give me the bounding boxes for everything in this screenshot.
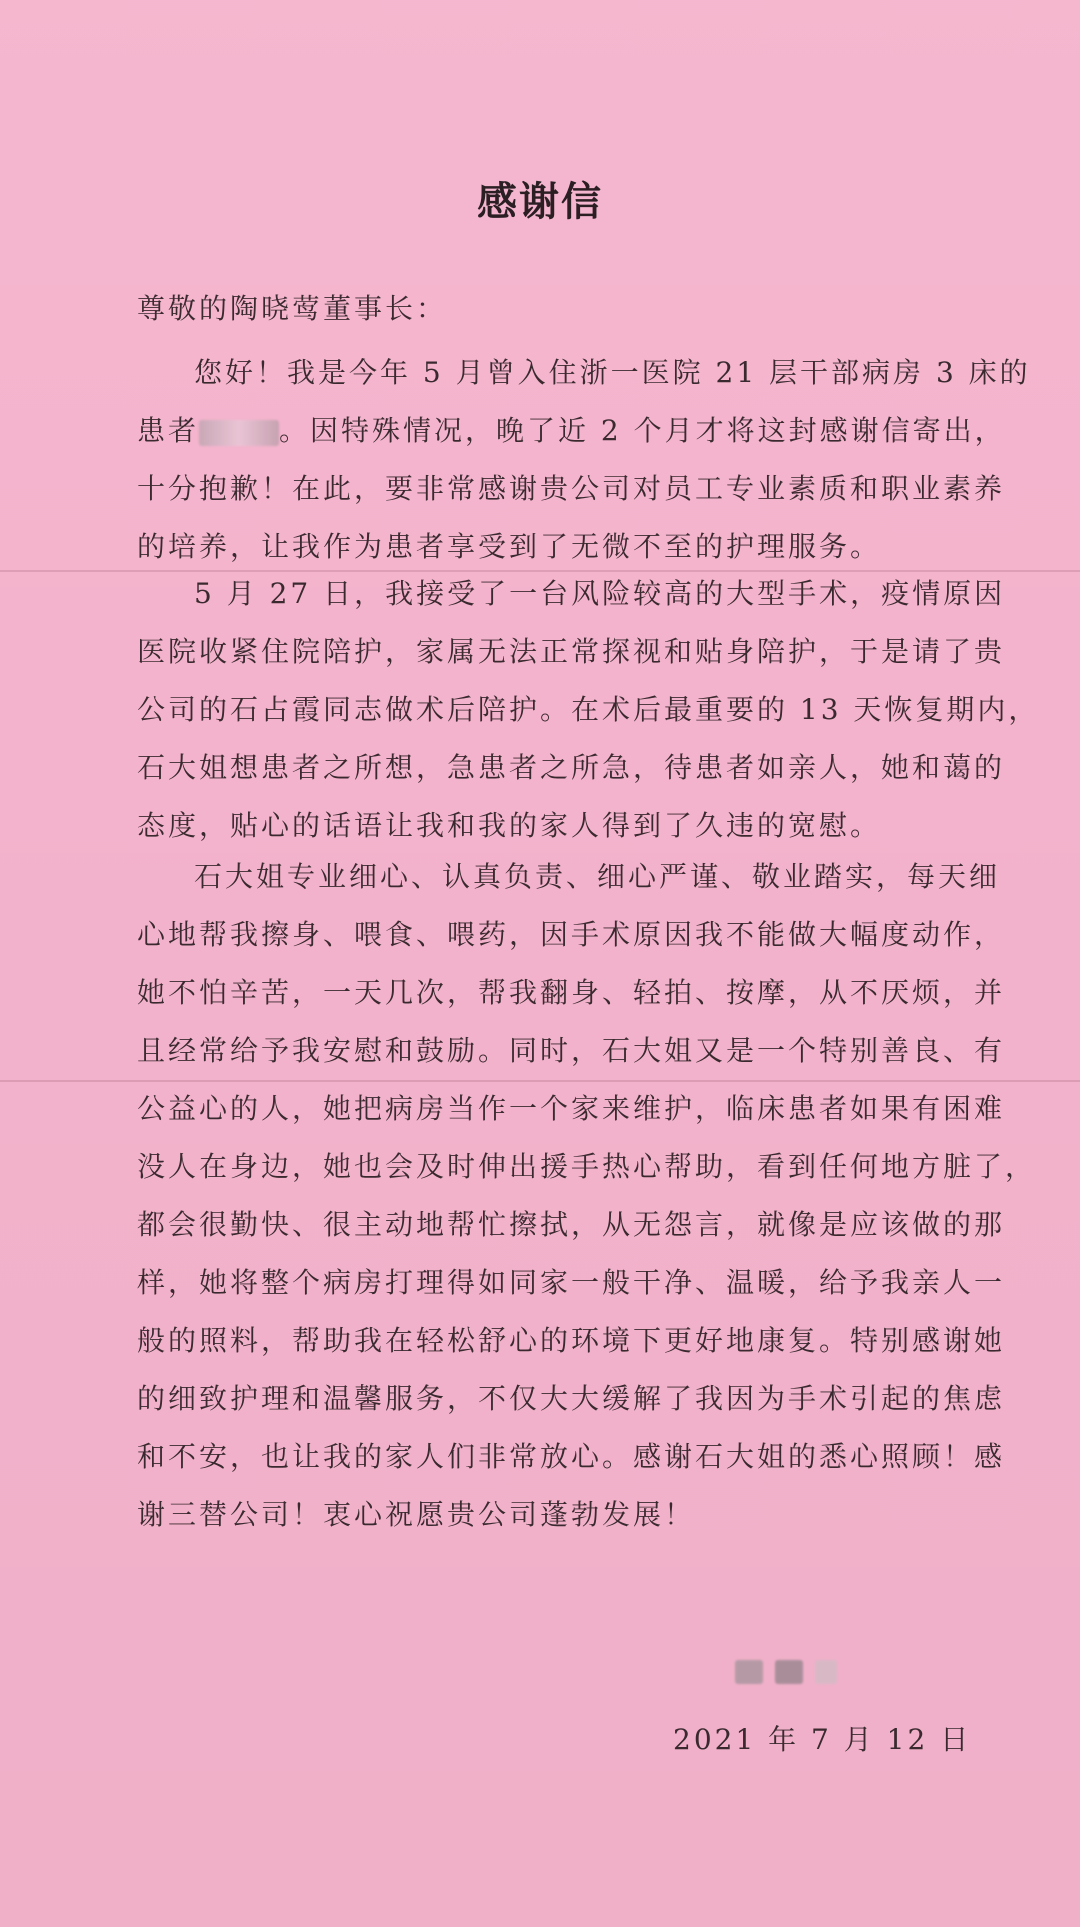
text-line: 谢三替公司！衷心祝愿贵公司蓬勃发展！ xyxy=(137,1498,696,1531)
letter-greeting: 尊敬的陶晓莺董事长： xyxy=(137,292,448,325)
paragraph-2 xyxy=(137,565,1040,855)
text-line: 您好！我是今年 5 月曾入住浙一医院 21 层干部病房 3 床的 xyxy=(194,356,1031,389)
text-fragment: 。因特殊情况，晚了近 2 个月才将这封感谢信寄出， xyxy=(279,414,1006,447)
text-line: 都会很勤快、很主动地帮忙擦拭，从无怨言，就像是应该做的那 xyxy=(137,1208,1006,1241)
text-line: 的培养，让我作为患者享受到了无微不至的护理服务。 xyxy=(137,530,882,563)
signature-blur xyxy=(815,1660,837,1684)
text-line: 态度，贴心的话语让我和我的家人得到了久违的宽慰。 xyxy=(137,809,882,842)
text-line: 5 月 27 日，我接受了一台风险较高的大型手术，疫情原因 xyxy=(194,577,1006,610)
letter-title: 感谢信 xyxy=(477,178,603,225)
letter-date: 2021 年 7 月 12 日 xyxy=(673,1723,972,1756)
text-line: 十分抱歉！在此，要非常感谢贵公司对员工专业素质和职业素养 xyxy=(137,472,1006,505)
text-line: 公益心的人，她把病房当作一个家来维护，临床患者如果有困难 xyxy=(137,1092,1006,1125)
redacted-signature xyxy=(735,1660,845,1686)
text-line: 石大姐专业细心、认真负责、细心严谨、敬业踏实，每天细 xyxy=(194,860,1001,893)
paragraph-1 xyxy=(137,344,1031,576)
text-line: 公司的石占霞同志做术后陪护。在术后最重要的 13 天恢复期内， xyxy=(137,693,1040,726)
text-line xyxy=(137,402,1006,460)
text-line: 医院收紧住院陪护，家属无法正常探视和贴身陪护，于是请了贵 xyxy=(137,635,1006,668)
text-line: 般的照料，帮助我在轻松舒心的环境下更好地康复。特别感谢她 xyxy=(137,1324,1006,1357)
signature-blur xyxy=(775,1660,803,1684)
paragraph-3 xyxy=(137,848,1037,1544)
text-line: 她不怕辛苦，一天几次，帮我翻身、轻拍、按摩，从不厌烦，并 xyxy=(137,976,1006,1009)
text-fragment: 患者 xyxy=(137,414,200,447)
text-line: 和不安，也让我的家人们非常放心。感谢石大姐的悉心照顾！感 xyxy=(137,1440,1006,1473)
text-line: 没人在身边，她也会及时伸出援手热心帮助，看到任何地方脏了， xyxy=(137,1150,1037,1183)
redacted-name xyxy=(199,420,279,446)
text-line: 样，她将整个病房打理得如同家一般干净、温暖，给予我亲人一 xyxy=(137,1266,1006,1299)
text-line: 且经常给予我安慰和鼓励。同时，石大姐又是一个特别善良、有 xyxy=(137,1034,1006,1067)
signature-blur xyxy=(735,1660,763,1684)
text-line: 心地帮我擦身、喂食、喂药，因手术原因我不能做大幅度动作， xyxy=(137,918,1006,951)
text-line: 的细致护理和温馨服务，不仅大大缓解了我因为手术引起的焦虑 xyxy=(137,1382,1006,1415)
text-line: 石大姐想患者之所想，急患者之所急，待患者如亲人，她和蔼的 xyxy=(137,751,1006,784)
